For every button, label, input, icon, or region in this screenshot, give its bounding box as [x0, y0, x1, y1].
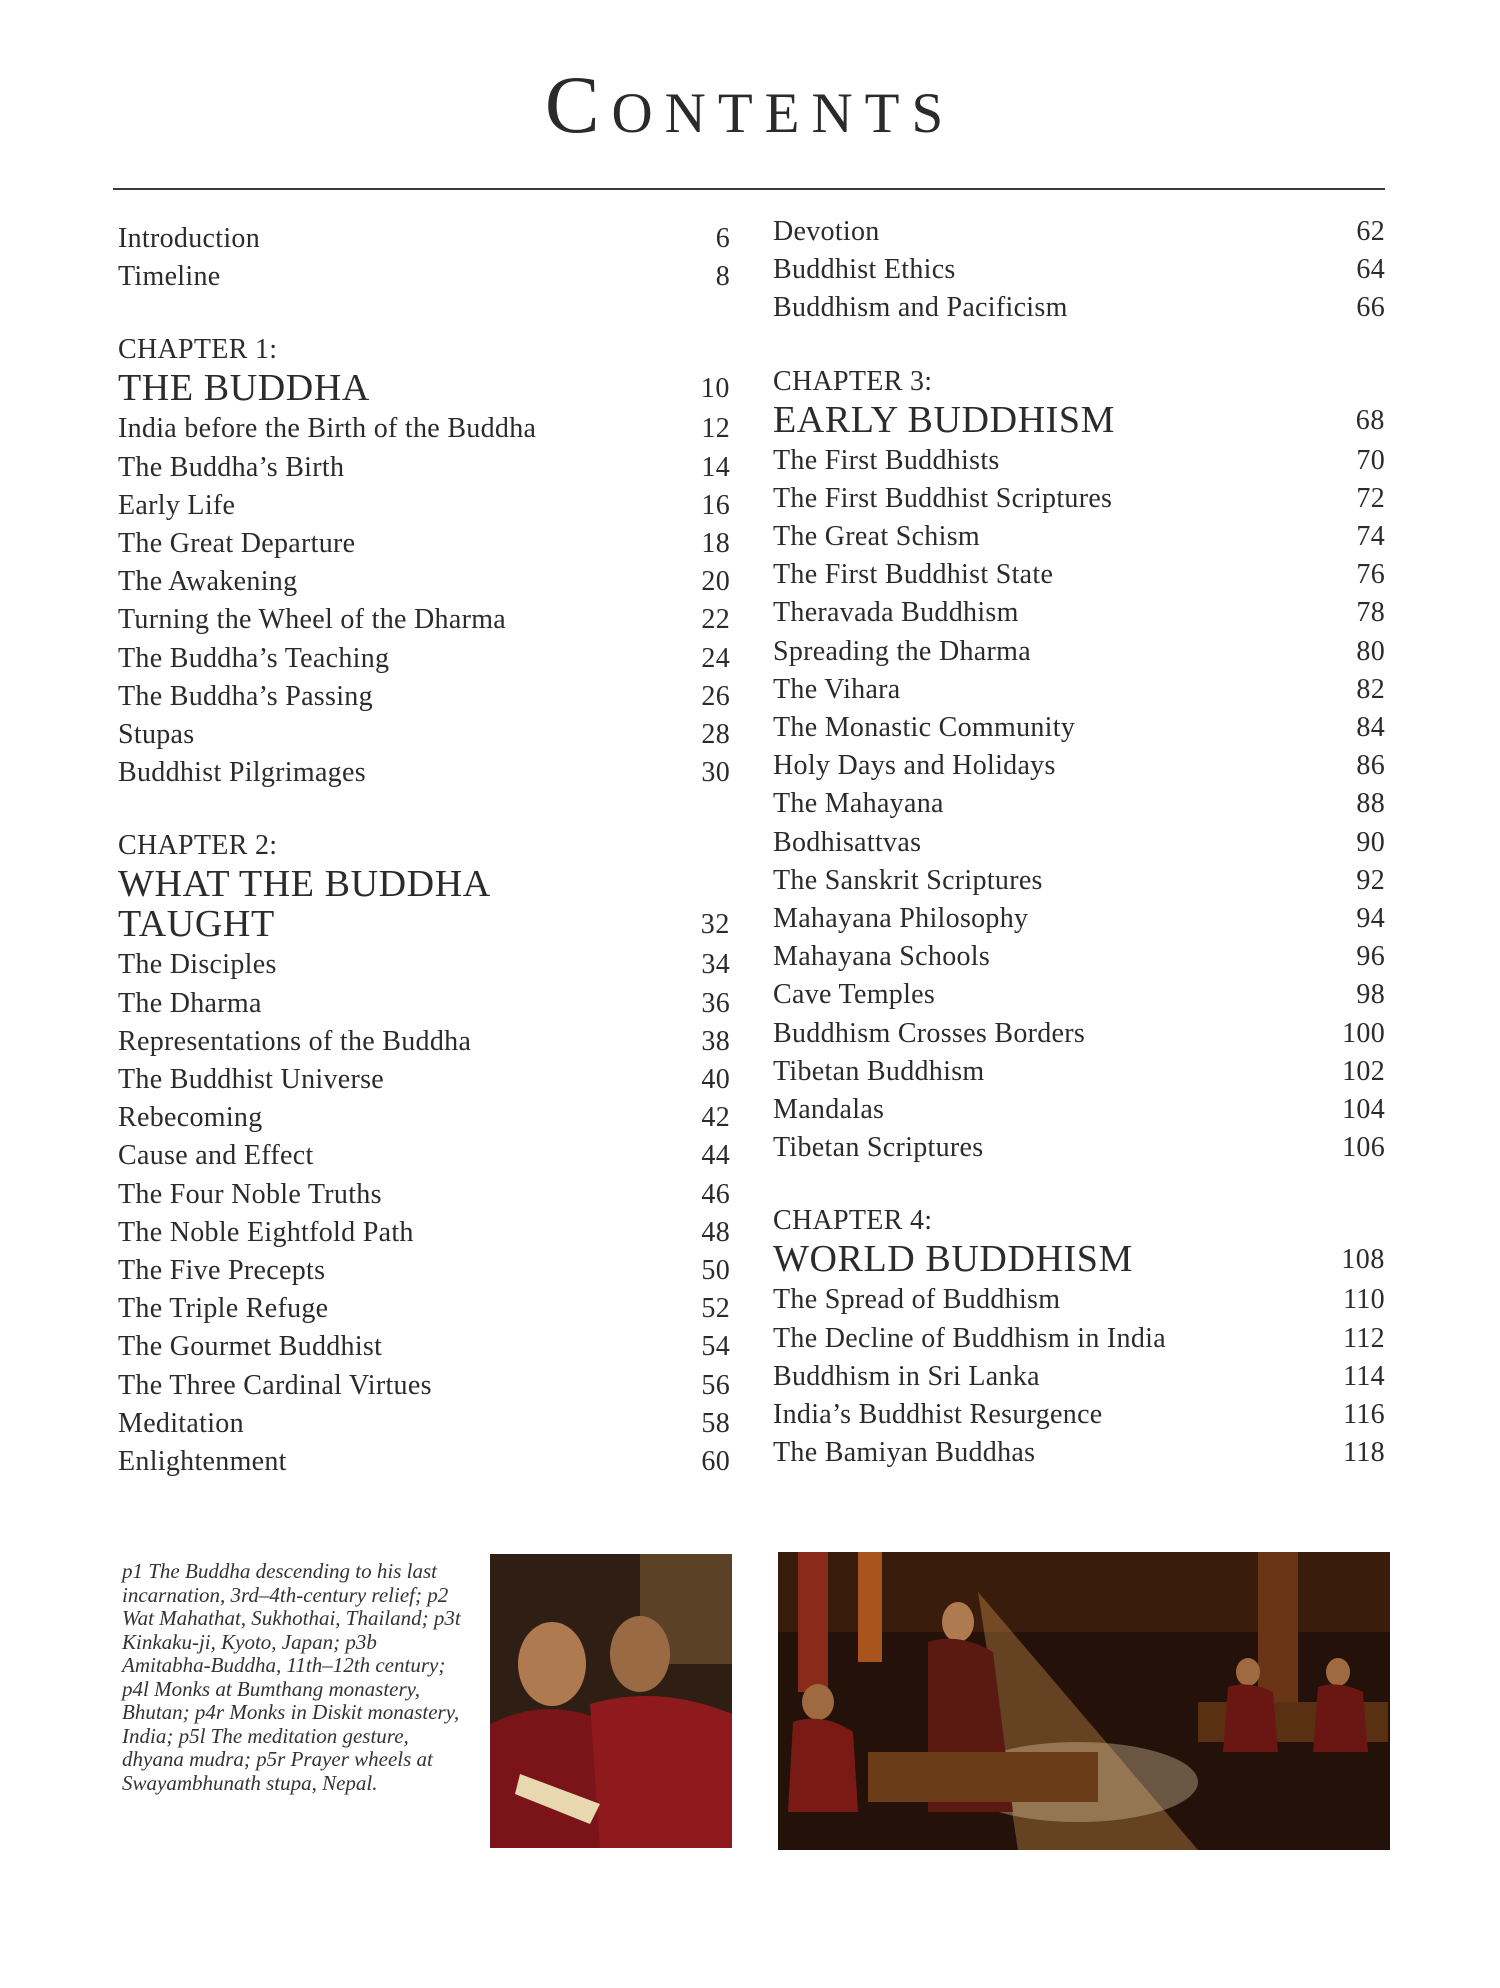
toc-entry[interactable]: The Vihara 82	[773, 673, 1385, 705]
contents-right-column	[773, 213, 1385, 1472]
toc-entry[interactable]: The First Buddhist State 76	[773, 559, 1385, 591]
page-title: Contents	[544, 59, 956, 150]
toc-entry[interactable]: Devotion 62	[773, 216, 1385, 247]
toc-entry[interactable]: Timeline 8	[118, 261, 730, 293]
toc-entry[interactable]: Turning the Wheel of the Dharma 22	[118, 604, 730, 636]
toc-entry[interactable]: Buddhist Pilgrimages 30	[118, 757, 730, 789]
toc-entry[interactable]: The Awakening 20	[118, 566, 730, 598]
toc-entry[interactable]: Buddhist Ethics 64	[773, 254, 1385, 286]
title-divider	[113, 188, 1385, 190]
photo-monks-diskit	[778, 1552, 1390, 1850]
toc-entry[interactable]: The Decline of Buddhism in India 112	[773, 1322, 1385, 1354]
chapter-label: CHAPTER 1:	[118, 334, 278, 366]
toc-entry[interactable]: The Buddha’s Teaching 24	[118, 642, 730, 674]
toc-entry[interactable]: Introduction 6	[118, 223, 730, 254]
chapter-1	[118, 332, 730, 792]
chapter-title[interactable]: EARLY BUDDHISM 68	[773, 398, 1385, 441]
toc-entry[interactable]: Buddhism and Pacificism 66	[773, 292, 1385, 324]
chapter-title[interactable]: WHAT THE BUDDHA TAUGHT 32	[118, 863, 730, 946]
toc-entry[interactable]: Rebecoming 42	[118, 1102, 730, 1134]
toc-entry[interactable]: Tibetan Buddhism 102	[773, 1055, 1385, 1087]
toc-entry[interactable]: The Spread of Buddhism 110	[773, 1284, 1385, 1316]
toc-entry[interactable]: The Four Noble Truths 46	[118, 1178, 730, 1210]
toc-entry[interactable]: Stupas 28	[118, 719, 730, 751]
toc-entry[interactable]: Buddhism Crosses Borders 100	[773, 1017, 1385, 1049]
photo-credits-caption: p1 The Buddha descending to his last incarnation, 3rd–4th-century relief; p2 Wat Mahathat, Sukhothai, Thailand; p3t Kinkaku-ji, Kyoto, Japan; p3b Amitabha-Buddha, 11th–12th century; p4l Monks at Bumthang monastery, Bhutan; p4r Monks in Diskit monastery, India; p5l The meditation gesture, dhyana mudra; p5r Prayer wheels at Swayambhunath stupa, Nepal.	[122, 1559, 461, 1795]
chapter-label: CHAPTER 3:	[773, 365, 933, 397]
toc-entry[interactable]: Theravada Buddhism 78	[773, 597, 1385, 629]
toc-entry[interactable]: The Bamiyan Buddhas 118	[773, 1437, 1385, 1469]
toc-entry[interactable]: The Monastic Community 84	[773, 712, 1385, 744]
toc-entry[interactable]: The Noble Eightfold Path 48	[118, 1216, 730, 1248]
toc-entry[interactable]: India before the Birth of the Buddha 12	[118, 413, 730, 445]
contents-left-column	[118, 220, 730, 1481]
toc-entry[interactable]: Mahayana Philosophy 94	[773, 903, 1385, 935]
monastery-photo-icon	[778, 1552, 1390, 1850]
toc-entry[interactable]: Cause and Effect 44	[118, 1140, 730, 1172]
toc-entry[interactable]: Cave Temples 98	[773, 979, 1385, 1011]
chapter-label: CHAPTER 2:	[118, 830, 278, 862]
chapter-label: CHAPTER 4:	[773, 1205, 933, 1237]
toc-entry[interactable]: The Great Departure 18	[118, 528, 730, 560]
chapter-3	[773, 364, 1385, 1168]
chapter-title[interactable]: THE BUDDHA 10	[118, 367, 730, 410]
toc-entry[interactable]: Spreading the Dharma 80	[773, 635, 1385, 667]
toc-entry[interactable]: The Buddha’s Birth 14	[118, 451, 730, 483]
toc-entry[interactable]: Representations of the Buddha 38	[118, 1025, 730, 1057]
toc-entry[interactable]: The Great Schism 74	[773, 521, 1385, 553]
toc-entry[interactable]: The First Buddhist Scriptures 72	[773, 482, 1385, 514]
toc-entry[interactable]: The Five Precepts 50	[118, 1255, 730, 1287]
toc-entry[interactable]: Mandalas 104	[773, 1094, 1385, 1126]
toc-entry[interactable]: Meditation 58	[118, 1407, 730, 1439]
toc-entry[interactable]: The Mahayana 88	[773, 788, 1385, 820]
toc-entry[interactable]: The First Buddhists 70	[773, 444, 1385, 476]
toc-entry[interactable]: The Buddhist Universe 40	[118, 1064, 730, 1096]
toc-entry[interactable]: The Triple Refuge 52	[118, 1293, 730, 1325]
top-entries	[773, 213, 1385, 328]
toc-entry[interactable]: Tibetan Scriptures 106	[773, 1132, 1385, 1164]
toc-entry[interactable]: Enlightenment 60	[118, 1446, 730, 1478]
toc-entry[interactable]: The Buddha’s Passing 26	[118, 680, 730, 712]
toc-entry[interactable]: India’s Buddhist Resurgence 116	[773, 1399, 1385, 1431]
toc-entry[interactable]: Buddhism in Sri Lanka 114	[773, 1360, 1385, 1392]
toc-entry[interactable]: The Disciples 34	[118, 949, 730, 981]
toc-entry[interactable]: The Three Cardinal Virtues 56	[118, 1369, 730, 1401]
monks-photo-icon	[490, 1554, 732, 1848]
toc-entry[interactable]: Mahayana Schools 96	[773, 941, 1385, 973]
chapter-title[interactable]: WORLD BUDDHISM 108	[773, 1238, 1385, 1281]
intro-entries	[118, 220, 730, 296]
photo-monks-bumthang	[490, 1554, 732, 1848]
toc-entry[interactable]: The Gourmet Buddhist 54	[118, 1331, 730, 1363]
chapter-2	[118, 828, 730, 1481]
toc-entry[interactable]: Holy Days and Holidays 86	[773, 750, 1385, 782]
toc-entry[interactable]: Early Life 16	[118, 489, 730, 521]
toc-entry[interactable]: The Dharma 36	[118, 987, 730, 1019]
chapter-4	[773, 1203, 1385, 1472]
toc-entry[interactable]: The Sanskrit Scriptures 92	[773, 864, 1385, 896]
toc-entry[interactable]: Bodhisattvas 90	[773, 826, 1385, 858]
